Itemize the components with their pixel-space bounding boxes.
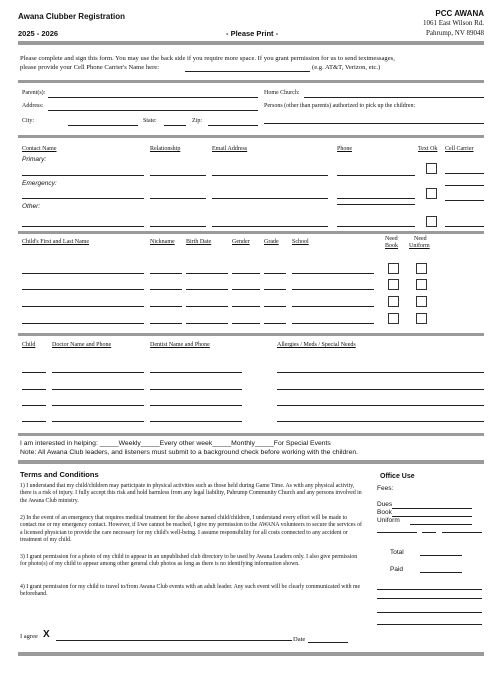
office-note-field-3[interactable]	[377, 612, 482, 613]
col-need-book-2: Book	[385, 243, 399, 249]
terms-4: 4) I grant permission for my child to travel to/from Awana Club events with an adult leader. Any such event will be clearly communicated with me beforehand.	[20, 584, 361, 598]
child-2-school-field[interactable]	[292, 289, 374, 290]
child-4-need-uniform-checkbox[interactable]	[416, 313, 427, 324]
med-1-allergies-field[interactable]	[277, 372, 484, 373]
office-total-label: Total	[390, 549, 404, 556]
org-name: PCC AWANA	[435, 9, 484, 18]
child-3-need-book-checkbox[interactable]	[388, 296, 399, 307]
child-1-birth-date-field[interactable]	[186, 273, 228, 274]
child-3-school-field[interactable]	[292, 306, 374, 307]
other-phone-field-2[interactable]	[337, 226, 415, 227]
parent-divider	[18, 135, 484, 138]
child-2-nickname-field[interactable]	[150, 289, 182, 290]
child-3-gender-field[interactable]	[232, 306, 260, 307]
pickup-label: Persons (other than parents) authorized to pick up the children:	[264, 103, 416, 109]
child-3-need-uniform-checkbox[interactable]	[416, 296, 427, 307]
helping-interest: I am interested in helping: _____Weekly_____Every other week_____Monthly_____For Special Events	[20, 440, 331, 447]
helping-divider	[18, 460, 484, 464]
form-title: Awana Clubber Registration	[18, 12, 125, 21]
emergency-label: Emergency:	[22, 180, 57, 187]
intro-text: Please complete and sign this form. You may use the back side if you require more space. If you grant permission for us to send textmessages,	[20, 55, 395, 62]
child-3-name-field[interactable]	[22, 306, 144, 307]
intro-divider	[18, 80, 484, 83]
emergency-name-field[interactable]	[22, 198, 144, 199]
child-1-need-book-checkbox[interactable]	[388, 263, 399, 274]
emergency-text-ok-checkbox[interactable]	[426, 188, 437, 199]
terms-1: 1) I understand that my child/children may participate in physical activities such as those held during Game Time. As with any physical activity, there is a risk of injury. I fully accept this risk and hold harmless from any legal liability, Pahrump Community Church and any persons involved in the Awana Club ministry.	[20, 483, 362, 504]
col-gender: Gender	[232, 239, 250, 245]
med-3-allergies-field[interactable]	[277, 405, 484, 406]
medical-divider	[18, 433, 484, 436]
child-4-need-book-checkbox[interactable]	[388, 313, 399, 324]
emergency-carrier-field[interactable]	[445, 185, 484, 186]
primary-text-ok-checkbox[interactable]	[426, 163, 437, 174]
zip-field[interactable]	[208, 125, 258, 126]
other-text-ok-checkbox[interactable]	[426, 216, 437, 227]
parents-label: Parent(s):	[22, 90, 46, 96]
col-relationship: Relationship	[150, 146, 181, 152]
state-field[interactable]	[164, 125, 186, 126]
med-2-child-field[interactable]	[22, 389, 46, 390]
child-2-grade-field[interactable]	[264, 289, 286, 290]
med-1-child-field[interactable]	[22, 372, 46, 373]
address-label: Address:	[22, 103, 44, 109]
office-fees-label: Fees:	[377, 485, 394, 492]
office-uniform-field[interactable]	[410, 524, 472, 525]
child-3-grade-field[interactable]	[264, 306, 286, 307]
med-3-child-field[interactable]	[22, 405, 46, 406]
col-need-uniform-1: Need	[414, 236, 427, 242]
col-birth-date: Birth Date	[186, 239, 212, 245]
print-note: - Please Print -	[226, 29, 279, 38]
med-4-dentist-field[interactable]	[150, 421, 242, 422]
child-1-school-field[interactable]	[292, 273, 374, 274]
med-2-dentist-field[interactable]	[150, 389, 242, 390]
col-contact-name: Contact Name	[22, 146, 57, 152]
org-address-1: 1061 East Wilson Rd.	[422, 19, 484, 27]
med-2-doctor-field[interactable]	[52, 389, 144, 390]
signature-x-mark: X	[43, 629, 50, 640]
carrier-field[interactable]	[185, 71, 310, 72]
col-allergies: Allergies / Meds / Special Needs	[277, 342, 356, 348]
intro-carrier-label: please provide your Cell Phone Carrier's Name here:	[20, 64, 160, 71]
header-divider	[18, 41, 484, 45]
emergency-email-field[interactable]	[212, 198, 328, 199]
child-4-school-field[interactable]	[292, 323, 374, 324]
emergency-phone-field[interactable]	[337, 198, 415, 199]
office-note-field-2[interactable]	[377, 598, 482, 599]
terms-3: 3) I grant permission for a photo of my child to appear in an unpublished club directory to be used by Awana Leaders only. I also give permission for photo(s) of my child to appear among other general club photos as long as there is no identifying information shown.	[20, 554, 358, 568]
city-field[interactable]	[68, 125, 138, 126]
med-3-doctor-field[interactable]	[52, 405, 144, 406]
child-1-name-field[interactable]	[22, 273, 144, 274]
other-name-field[interactable]	[22, 226, 144, 227]
primary-phone-field[interactable]	[337, 175, 415, 176]
med-1-dentist-field[interactable]	[150, 372, 242, 373]
child-1-grade-field[interactable]	[264, 273, 286, 274]
col-med-child: Child	[22, 342, 36, 348]
child-4-nickname-field[interactable]	[150, 323, 182, 324]
emergency-carrier-field-2[interactable]	[445, 200, 484, 201]
child-3-birth-date-field[interactable]	[186, 306, 228, 307]
child-2-need-uniform-checkbox[interactable]	[416, 279, 427, 290]
terms-title: Terms and Conditions	[20, 470, 99, 479]
home-church-field[interactable]	[304, 97, 484, 98]
date-field[interactable]	[308, 642, 348, 643]
child-3-nickname-field[interactable]	[150, 306, 182, 307]
footer-divider	[18, 652, 484, 656]
agree-label: I agree	[20, 633, 38, 640]
signature-field[interactable]	[56, 640, 292, 641]
other-email-field[interactable]	[212, 226, 328, 227]
child-1-need-uniform-checkbox[interactable]	[416, 263, 427, 274]
other-carrier-field[interactable]	[445, 226, 484, 227]
parents-field[interactable]	[48, 97, 258, 98]
col-school: School	[292, 239, 309, 245]
med-4-allergies-field[interactable]	[277, 421, 484, 422]
primary-label: Primary:	[22, 156, 47, 163]
office-paid-field[interactable]	[420, 572, 462, 573]
primary-relationship-field[interactable]	[150, 175, 206, 176]
office-paid-label: Paid	[390, 566, 404, 573]
child-2-name-field[interactable]	[22, 289, 144, 290]
org-address-2: Pahrump, NV 89048	[425, 29, 484, 37]
emergency-relationship-field[interactable]	[150, 198, 206, 199]
primary-email-field[interactable]	[212, 175, 328, 176]
child-1-nickname-field[interactable]	[150, 273, 182, 274]
child-4-grade-field[interactable]	[264, 323, 286, 324]
office-note-field-1[interactable]	[377, 589, 482, 590]
city-label: City:	[22, 118, 35, 124]
intro-carrier-example: (e.g. AT&T, Verizon, etc.)	[312, 64, 381, 71]
col-phone: Phone	[337, 146, 352, 152]
office-dues-field[interactable]	[392, 508, 472, 509]
col-child-name: Child's First and Last Name	[22, 239, 90, 245]
col-cell-carrier: Cell Carrier	[445, 146, 474, 152]
office-note-field-4[interactable]	[377, 624, 482, 625]
med-4-doctor-field[interactable]	[52, 421, 144, 422]
med-3-dentist-field[interactable]	[150, 405, 242, 406]
col-doctor: Doctor Name and Phone	[52, 342, 112, 348]
contacts-divider	[18, 231, 484, 234]
col-text-ok: Text Ok	[418, 146, 438, 152]
child-2-birth-date-field[interactable]	[186, 289, 228, 290]
terms-2: 2) In the event of an emergency that requires medical treatment for the above named child/children, I understand every effort will be made to contact me or my emergency contact. However, if I/we cannot be reached, I give my permission to the AWANA volunteers to secure the services of a licensed physician to provide the care necessary for my child's well-being. I assume responsibility for all costs connected to any accident or treatment of my child.	[20, 515, 362, 544]
home-church-label: Home Church:	[264, 90, 300, 96]
children-divider	[18, 333, 484, 336]
pickup-field-1[interactable]	[264, 123, 484, 124]
child-2-gender-field[interactable]	[232, 289, 260, 290]
date-label: Date	[293, 636, 306, 643]
office-extra-field-2[interactable]	[422, 532, 436, 533]
child-4-gender-field[interactable]	[232, 323, 260, 324]
col-grade: Grade	[264, 239, 279, 245]
col-email: Email Address	[212, 146, 248, 152]
child-4-birth-date-field[interactable]	[186, 323, 228, 324]
zip-label: Zip:	[192, 118, 202, 124]
school-year: 2025 - 2026	[18, 29, 59, 38]
office-uniform-label: Uniform	[377, 517, 400, 524]
child-4-name-field[interactable]	[22, 323, 144, 324]
col-need-book-1: Need	[385, 236, 398, 242]
background-check-note: Note: All Awana Club leaders, and listeners must submit to a background check before working with the children.	[20, 449, 359, 456]
col-dentist: Dentist Name and Phone	[150, 342, 210, 348]
address-field[interactable]	[48, 110, 258, 111]
primary-carrier-field[interactable]	[445, 173, 484, 174]
med-2-allergies-field[interactable]	[277, 389, 484, 390]
office-book-field[interactable]	[392, 516, 472, 517]
other-relationship-field[interactable]	[150, 226, 206, 227]
other-phone-field[interactable]	[337, 204, 415, 205]
col-nickname: Nickname	[150, 239, 175, 245]
other-label: Other:	[22, 203, 41, 210]
col-need-uniform-2: Uniform	[409, 243, 430, 249]
med-1-doctor-field[interactable]	[52, 372, 144, 373]
office-total-field[interactable]	[420, 555, 462, 556]
med-4-child-field[interactable]	[22, 421, 46, 422]
state-label: State:	[143, 118, 157, 124]
office-use-title: Office Use	[380, 473, 415, 480]
primary-name-field[interactable]	[22, 175, 144, 176]
office-dues-label: Dues	[377, 501, 393, 508]
office-extra-field-3[interactable]	[442, 532, 482, 533]
office-book-label: Book	[377, 509, 392, 516]
child-1-gender-field[interactable]	[232, 273, 260, 274]
child-2-need-book-checkbox[interactable]	[388, 279, 399, 290]
office-extra-field-1[interactable]	[377, 532, 417, 533]
